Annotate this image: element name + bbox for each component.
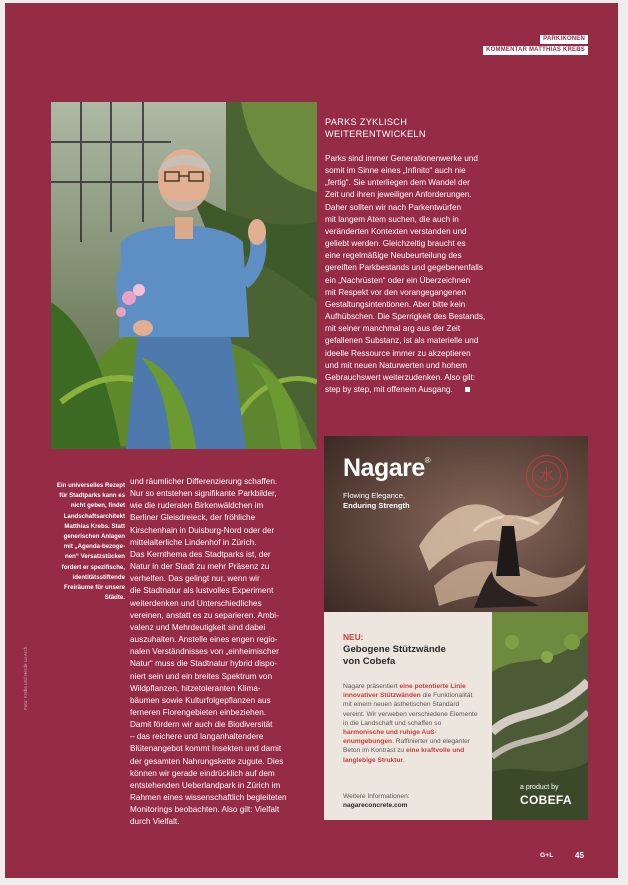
body-line: Nur so entstehen signifikante Parkbilder,	[130, 489, 277, 499]
body-line: Kirschenhain in Duisburg-Nord oder der	[130, 525, 275, 535]
ad-copy-part: . Raffinierter und eleganter Beton im Kontrast zu	[343, 738, 471, 755]
body-line: – das reichere und langanhaltendere	[130, 732, 264, 742]
kanji-stamp-icon	[526, 455, 568, 497]
essay-line: Daher sollten wir nach Parkentwürfen	[325, 202, 462, 212]
body-line: Rahmen eines wissenschaftlich begleiteten	[130, 793, 287, 803]
body-line: der gesamten Nahrungskette zugute. Dies	[130, 756, 284, 766]
essay-line: mit langem Atem suchen, die auch in	[325, 214, 459, 224]
ad-copy-highlight: eine kraftvolle und langlebige Struktur	[343, 747, 465, 764]
ad-copy-highlight: eine potentierte Linie innovativer Stützwänden	[343, 683, 466, 700]
body-line: bäumen sowie Kulturfolgepflanzen aus	[130, 695, 271, 705]
essay-line: Zeit und ihren jeweiligen Anforderungen.	[325, 190, 472, 200]
magazine-page	[5, 3, 618, 878]
teaser-line: identitätsstiftende	[72, 573, 125, 581]
ad-product-label: a product by	[520, 784, 559, 791]
essay-line: mit Respekt vor den vorangegangenen	[325, 287, 467, 297]
body-line: wie die ruderalen Birkenwäldchen im	[130, 501, 264, 511]
ad-tagline	[343, 491, 410, 511]
end-mark-icon	[465, 387, 470, 392]
body-line: Natur“ muss die Stadtnatur hybrid dispo-	[130, 659, 277, 669]
essay-line: eine regelmäßige Neubeurteilung des	[325, 251, 462, 261]
cobefa-logo: COBEFA	[520, 793, 572, 807]
curved-wall-image	[492, 612, 588, 820]
body-column	[130, 476, 318, 829]
magazine-name: G+L	[540, 852, 554, 859]
ad-copy-highlight: harmonische und ruhige Auß-enumgebungen	[343, 729, 437, 746]
ad-copy	[343, 682, 478, 765]
series-tag: PARKIKONEN	[540, 35, 588, 44]
ad-tagline-line-2: Enduring Strength	[343, 501, 410, 510]
teaser-line: fordert er spezifische,	[61, 563, 125, 571]
ad-headline-line-2: von Cobefa	[343, 655, 396, 667]
teaser-line: Landschaftsarchitekt	[63, 512, 125, 520]
essay-line: „fertig“. Sie unterliegen dem Wandel der	[325, 178, 470, 188]
body-line: valenz und Mehrdeutigkeit sind dabei	[130, 622, 266, 632]
ad-text-card	[324, 612, 492, 820]
essay-line: Gebrauchswert weiterzudenken. Also gilt:	[325, 372, 476, 382]
section-title	[325, 116, 495, 140]
body-line: auszuhalten. Anstelle eines engen regio-	[130, 635, 278, 645]
essay-line-last	[325, 384, 503, 396]
ad-logo	[343, 454, 430, 483]
essay-line: ideelle Ressource immer zu akzeptieren	[325, 348, 471, 358]
body-line: weiterdenken und Unterschiedliches	[130, 598, 262, 608]
body-line: und räumlicher Differenzierung schaffen.	[130, 477, 278, 486]
body-line: Natur in der Stadt zu mehr Präsenz zu	[130, 562, 270, 572]
ad-tagline-line-1: Flowing Elegance,	[343, 491, 406, 500]
body-line: ferneren Florengebieten einbeziehen.	[130, 707, 267, 717]
essay-line: step by step, mit offenem Ausgang.	[325, 384, 453, 394]
teaser-line: für Stadtparks kann es	[59, 492, 125, 500]
essay-column	[325, 153, 503, 396]
teaser-line: mit „Agenda-bezoge-	[63, 543, 125, 551]
body-line: mittelalterliche Lindenhof in Zürich.	[130, 537, 257, 547]
teaser-line: Ein universelles Rezept	[56, 482, 125, 489]
teaser-line: generischen Anlagen	[63, 533, 125, 541]
portrait-illustration	[51, 102, 317, 449]
photo-credit: Foto: Krebs und Herde Lo Arch	[23, 646, 28, 710]
section-title-line-2: WEITERENTWICKELN	[325, 129, 426, 139]
essay-line: gereiften Parkbestands und gegebenenfalls	[325, 263, 483, 273]
ad-copy-part: .	[403, 756, 405, 764]
nagare-advertisement[interactable]	[324, 436, 588, 820]
ad-headline	[343, 644, 483, 667]
teaser	[51, 481, 125, 603]
section-title-line-1: PARKS ZYKLISCH	[325, 117, 408, 127]
body-line: vereinen, anstatt es zu separieren. Ambi-	[130, 610, 279, 620]
body-line: niert sein und ein breites Spektrum von	[130, 671, 272, 681]
ad-neu-label: NEU:	[343, 632, 364, 642]
body-line: nalen Verständnisses von „einheimischer	[130, 647, 279, 657]
teaser-line: Freiräume für unsere	[64, 584, 125, 592]
essay-line: gefallenen Substanz, ist als materielle und	[325, 336, 479, 346]
header-tags	[483, 27, 588, 55]
teaser-line: Matthias Krebs. Statt	[64, 522, 125, 530]
ad-more-info	[343, 792, 483, 810]
body-line: Damit fördern wir auch die Biodiversität	[130, 720, 273, 730]
page-number: 45	[575, 851, 584, 860]
ad-copy-part: Nagare präsentiert	[343, 683, 400, 690]
essay-line: geliebt werden. Gleichzeitig braucht es	[325, 239, 466, 249]
essay-line: veränderten Kontexten verstanden und	[325, 226, 467, 236]
registered-mark: ®	[424, 456, 431, 465]
essay-line: somit im Sinne eines „Infinito“ auch nie	[325, 166, 466, 176]
body-line: Berliner Gleisdreieck, der fröhliche	[130, 513, 256, 523]
essay-line: mit seiner manchmal arg aus der Zeit	[325, 324, 461, 334]
body-line: Blütenangebot kommt Insekten und damit	[130, 744, 282, 754]
teaser-line: nen“ Versatzstücken	[65, 553, 125, 561]
essay-line: Parks sind immer Generationenwerke und	[325, 154, 478, 163]
ad-logo-text: Nagare	[343, 454, 425, 482]
essay-line: ein „Nachrüsten“ oder ein Überzeichnen	[325, 275, 471, 285]
body-line: Das Kernthema des Stadtparks ist, der	[130, 549, 271, 559]
teaser-line: Städte.	[104, 594, 125, 602]
body-line: die Stadtnatur als lustvolles Experiment	[130, 586, 274, 596]
body-line: Wildpflanzen, hitzetoleranten Klima-	[130, 683, 261, 693]
teaser-line: nicht geben, findet	[70, 502, 125, 510]
body-line: entstehenden Ueberlandpark in Zürich im	[130, 780, 281, 790]
ad-hero-image	[324, 436, 588, 612]
body-line: können wir gerade eindrücklich auf dem	[130, 768, 275, 778]
essay-line: und mit neuen Naturwerten und hohem	[325, 360, 468, 370]
essay-line: Gestaltungsintentionen. Aber bitte kein	[325, 299, 466, 309]
ad-copy-part: die Funktionalität mit einem neuen ästhetischen Standard vereint. Wir verweben verschiedene Elemente in die Landschaft und schaffen so	[343, 692, 478, 727]
ad-url-link[interactable]: nagareconcrete.com	[343, 802, 408, 810]
body-line: verhelfen. Das gelingt nur, wenn wir	[130, 574, 260, 584]
portrait-photo	[51, 102, 317, 449]
ad-more-label: Weitere Informationen:	[343, 793, 410, 800]
author-tag: KOMMENTAR MATTHIAS KREBS	[483, 46, 588, 55]
essay-line: Aufhübschen. Die Sperrigkeit des Bestands,	[325, 312, 486, 322]
ad-headline-line-1: Gebogene Stützwände	[343, 644, 446, 655]
body-line: Monitorings beobachten. Also gilt: Vielfalt	[130, 805, 280, 815]
stamp-glyph-icon: ⽔	[532, 461, 561, 490]
body-line: durch Vielfalt.	[130, 817, 180, 827]
